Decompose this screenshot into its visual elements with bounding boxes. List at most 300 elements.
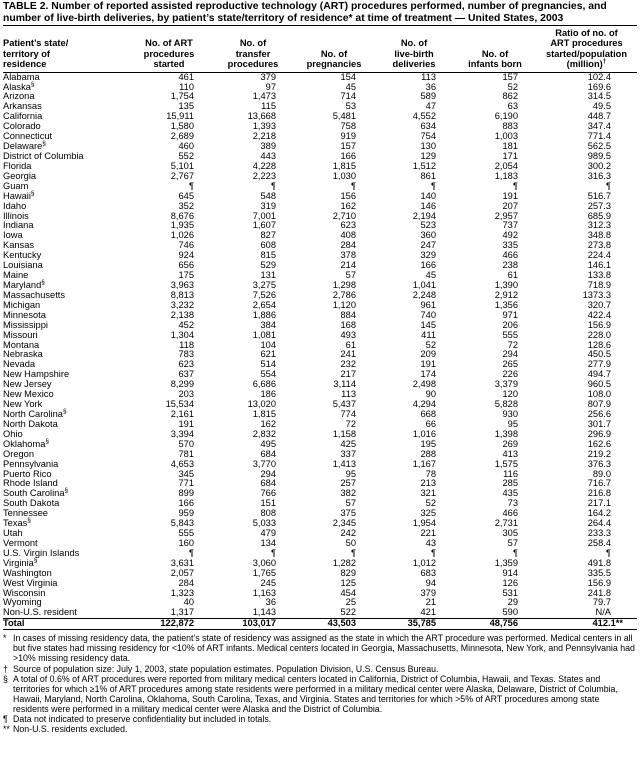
table-row (3, 112, 637, 122)
table-cell: 128.6 (587, 339, 611, 350)
row-label-text: Delaware (3, 141, 43, 152)
footnote-mark: † (602, 58, 607, 66)
table-cell: 562.5 (587, 141, 611, 152)
row-label-text: Arkansas (3, 101, 42, 112)
row-label-text: Hawaii (3, 190, 31, 201)
column-header (126, 26, 212, 72)
table-cell: 466 (502, 508, 518, 519)
table-row (3, 311, 637, 321)
table-cell: 45 (425, 270, 436, 281)
table-cell: 335.5 (587, 567, 611, 578)
column-header-line: (million) (566, 59, 603, 70)
footnote-mark: § (33, 556, 38, 564)
table-cell: 345 (178, 468, 194, 479)
table-cell: 411 (421, 329, 436, 340)
table-row (3, 92, 637, 102)
table-cell: 154 (340, 71, 356, 82)
footnote-mark: † (3, 663, 8, 674)
table-cell: 294 (502, 349, 518, 360)
row-label-text: California (3, 111, 43, 122)
table-cell: 122,872 (126, 619, 212, 630)
table-cell: 13,668 (247, 111, 276, 122)
table-cell: 49.5 (592, 101, 611, 112)
table-cell: 589 (420, 91, 436, 102)
footnotes (3, 633, 637, 734)
row-label-text: Colorado (3, 121, 41, 132)
table-cell: 73 (507, 498, 518, 509)
table-cell: 971 (502, 309, 518, 320)
table-cell: 140 (420, 190, 436, 201)
table-cell: 228.0 (587, 329, 611, 340)
table-cell: ¶ (513, 180, 518, 191)
table-cell: 294 (260, 468, 276, 479)
table-cell: 94 (425, 577, 436, 588)
table-cell: 171 (502, 151, 518, 161)
data-table (3, 26, 637, 630)
table-cell: 118 (179, 339, 194, 350)
column-header (454, 26, 536, 72)
column-header-line: No. of ART (145, 38, 193, 49)
table-cell: 320.7 (587, 299, 611, 310)
table-cell: 316.3 (587, 170, 611, 181)
column-header-line: territory of (3, 48, 51, 59)
table-row (3, 519, 637, 529)
row-label-text: Puerto Rico (3, 468, 52, 479)
table-cell: ¶ (606, 547, 611, 558)
table-cell: 737 (502, 220, 518, 231)
table-cell: 425 (340, 438, 356, 449)
table-cell: 113 (341, 389, 356, 400)
table-cell: 57 (345, 498, 356, 509)
row-label-text: Indiana (3, 220, 34, 231)
table-cell: 129 (420, 151, 436, 161)
footnote-text: In cases of missing residency data, the patient’s state of residency was assigned as the state in which the ART procedure was performed. Medical centers in all but five states had missing residency for <10% of ART infants. Medical centers located in Georgia, Massachusetts, Minnesota, New York, and Pennsylvania had >10% missing residency data. (13, 633, 635, 664)
table-cell: 133.8 (587, 270, 611, 281)
footnote-text: A total of 0.6% of ART procedures were reported from military medical centers located in California, District of Columbia, Hawaii, and Texas. States and territories for which ≥1% of ART procedures among state residents were performed in a military medical center were Alaska, Delaware, District of Columbia, Hawaii, Maryland, North Carolina, Oklahoma, South Carolina, Texas, and Virginia. States and territories for which >5% of ART procedures among state residents were performed in a military medical center were Alaska and the District of Columbia. (13, 673, 618, 714)
table-cell: 1,183 (494, 170, 518, 181)
table-cell: 174 (420, 369, 436, 380)
table-row (3, 202, 637, 212)
table-cell: 5,101 (170, 160, 194, 171)
table-cell: 1,158 (332, 428, 356, 439)
footnote-mark: § (45, 437, 49, 445)
table-cell: 862 (502, 91, 518, 102)
table-cell: 157 (340, 141, 356, 152)
row-label-text: New York (3, 399, 43, 410)
table-cell: 52 (425, 498, 436, 509)
table-cell: 523 (420, 220, 436, 231)
footnote-mark: § (41, 278, 45, 286)
table-cell: 1,935 (170, 220, 194, 231)
column-header-line: started/population (545, 48, 628, 59)
table-cell: 50 (345, 537, 356, 548)
table-cell: 13,020 (247, 399, 276, 410)
table-cell: 375 (340, 508, 356, 519)
table-cell: 195 (420, 438, 436, 449)
table-cell: 754 (420, 131, 436, 142)
table-cell: 493 (340, 329, 356, 340)
table-cell: 43,503 (294, 619, 374, 630)
row-label-text: Idaho (3, 200, 27, 211)
table-cell: 162 (260, 418, 276, 429)
table-cell: 145 (420, 319, 436, 330)
column-header (3, 26, 126, 72)
table-cell: 78 (425, 468, 436, 479)
row-label-text: North Dakota (3, 418, 58, 429)
table-cell: 379 (420, 587, 436, 598)
table-cell: 1,163 (252, 587, 276, 598)
table-cell: 1,815 (332, 160, 356, 171)
table-cell: 300.2 (587, 160, 611, 171)
table-cell: ¶ (189, 180, 194, 191)
table-cell: 89.0 (592, 468, 611, 479)
table-cell: 1,393 (252, 121, 276, 132)
table-cell: 157 (502, 71, 518, 82)
table-cell: 389 (260, 141, 276, 152)
table-cell: 1,607 (252, 220, 276, 231)
table-cell: 135 (178, 101, 194, 112)
table-cell: 2,345 (332, 518, 356, 529)
table-cell: 221 (420, 528, 436, 539)
table-row (3, 608, 637, 618)
table-cell: 110 (179, 81, 194, 92)
footnote-mark: § (30, 80, 35, 88)
table-cell: 8,813 (170, 289, 194, 300)
table-cell: 206 (502, 319, 518, 330)
table-cell: 448.7 (587, 111, 611, 122)
table-cell: 959 (178, 508, 194, 519)
table-cell: 130 (420, 141, 436, 152)
row-label-text: Virginia (3, 557, 34, 568)
table-cell: 232 (340, 359, 356, 370)
table-cell: 1,120 (332, 299, 356, 310)
table-cell: 6,686 (252, 379, 276, 390)
row-label-text: Georgia (3, 170, 37, 181)
table-cell: 716.7 (587, 478, 611, 489)
table-row (3, 142, 637, 152)
row-label (3, 619, 126, 630)
table-cell: 79.7 (592, 597, 611, 608)
table-row (3, 281, 637, 291)
table-cell: 766 (260, 488, 276, 499)
table-row (3, 122, 637, 132)
table-cell: 21 (425, 597, 436, 608)
table-row (3, 489, 637, 499)
table-cell: 191 (178, 418, 194, 429)
table-row (3, 102, 637, 112)
table-cell: 8,676 (170, 210, 194, 221)
table-cell: 5,481 (332, 111, 356, 122)
table-cell: 3,114 (333, 379, 356, 390)
footnote-text: Source of population size: July 1, 2003, state population estimates. Population Division, U.S. Census Bureau. (13, 663, 439, 674)
table-cell: 166 (420, 260, 436, 271)
table-cell: 162 (340, 200, 356, 211)
table-cell: 151 (260, 498, 276, 509)
row-label-text: Alaska (3, 81, 31, 92)
column-header (536, 26, 637, 72)
table-row (3, 549, 637, 559)
table-cell: 914 (502, 567, 518, 578)
table-row (3, 479, 637, 489)
table-cell: 116 (503, 468, 518, 479)
table-cell: 191 (420, 359, 436, 370)
table-row (3, 182, 637, 192)
table-cell: 168 (340, 319, 356, 330)
table-cell: 1,012 (412, 557, 436, 568)
table-cell: 156.9 (587, 319, 611, 330)
table-cell: 746 (178, 240, 194, 251)
table-cell: 131 (260, 270, 276, 281)
table-cell: ¶ (351, 180, 356, 191)
row-label-text: Ohio (3, 428, 23, 439)
table-cell: 7,526 (252, 289, 276, 300)
table-row (3, 241, 637, 251)
table-row (3, 321, 637, 331)
column-header-line: residence (3, 59, 47, 70)
table-cell: 1,356 (494, 299, 518, 310)
table-cell: 166 (340, 151, 356, 161)
table-cell: 63 (507, 101, 518, 112)
row-label-text: Total (3, 618, 25, 629)
table-row (3, 450, 637, 460)
table-cell: 829 (340, 567, 356, 578)
table-cell: ¶ (271, 547, 276, 558)
table-cell: 884 (340, 309, 356, 320)
row-label-text: Texas (3, 518, 28, 529)
table-row (3, 271, 637, 281)
table-cell: ¶ (513, 547, 518, 558)
row-label-text: Nebraska (3, 349, 43, 360)
table-cell: 166 (178, 498, 194, 509)
table-cell: 492 (502, 230, 518, 241)
table-cell: 203 (178, 389, 194, 400)
table-cell: 314.5 (587, 91, 611, 102)
table-cell: 7,001 (252, 210, 276, 221)
table-cell: 285 (502, 478, 518, 489)
table-cell: 960.5 (587, 379, 611, 390)
table-cell: 247 (420, 240, 436, 251)
row-label-text: North Carolina (3, 408, 63, 419)
row-label-text: Rhode Island (3, 478, 58, 489)
table-cell: 169.6 (587, 81, 611, 92)
table-cell: 531 (502, 587, 518, 598)
header-row (3, 26, 637, 72)
table-cell: 1,143 (252, 607, 276, 618)
table-cell: 919 (340, 131, 356, 142)
footnote-mark: § (64, 487, 69, 495)
table-cell: 219.2 (587, 448, 611, 459)
table-cell: 108.0 (587, 389, 611, 400)
row-label-text: Utah (3, 528, 23, 539)
row-label-text: Arizona (3, 91, 35, 102)
table-cell: 883 (502, 121, 518, 132)
table-cell: 284 (178, 577, 194, 588)
table-cell: 460 (178, 141, 194, 152)
table-cell: 146.1 (587, 260, 611, 271)
table-cell: 930 (502, 408, 518, 419)
table-cell: 325 (420, 508, 436, 519)
column-header (212, 26, 294, 72)
row-label-text: Michigan (3, 299, 41, 310)
table-cell: 781 (178, 448, 194, 459)
table-cell: ¶ (431, 180, 436, 191)
table-cell: 1,026 (170, 230, 194, 241)
table-row (3, 380, 637, 390)
table-cell: 4,552 (412, 111, 436, 122)
footnote (3, 724, 637, 734)
table-cell: 191 (502, 190, 518, 201)
table-cell: 256.6 (587, 408, 611, 419)
table-cell: ¶ (189, 547, 194, 558)
table-cell: 115 (261, 101, 276, 112)
table-cell: 97 (265, 81, 276, 92)
table-cell: 241.8 (587, 587, 611, 598)
table-cell: 258.4 (587, 537, 611, 548)
table-cell: 491.8 (587, 557, 611, 568)
table-cell: 213 (420, 478, 436, 489)
table-cell: 1373.3 (582, 289, 611, 300)
table-cell: 382 (340, 488, 356, 499)
table-cell: 104 (260, 339, 276, 350)
table-cell: 217 (340, 369, 356, 380)
table-row (3, 390, 637, 400)
table-cell: 684 (260, 478, 276, 489)
row-label-text: Maine (3, 270, 29, 281)
row-label-text: Tennessee (3, 508, 48, 519)
column-header-line: transfer (235, 48, 271, 59)
row-label-text: District of Columbia (3, 151, 84, 161)
table-cell: 3,394 (170, 428, 194, 439)
table-cell: 4,653 (170, 458, 194, 469)
table-cell: 961 (420, 299, 436, 310)
table-cell: 466 (502, 250, 518, 261)
column-header-line: No. of (320, 48, 348, 59)
table-row (3, 539, 637, 549)
table-cell: 1,298 (332, 279, 356, 290)
table-cell: 160 (178, 537, 194, 548)
table-cell: 15,911 (166, 111, 194, 122)
column-header (374, 26, 454, 72)
row-label-text: Maryland (3, 279, 42, 290)
table-cell: 301.7 (587, 418, 611, 429)
table-cell: 529 (260, 260, 276, 271)
table-cell: 162.6 (587, 438, 611, 449)
table-cell: 2,767 (170, 170, 194, 181)
table-cell: 3,275 (252, 279, 276, 290)
table-cell: 217.1 (587, 498, 611, 509)
table-cell: 4,294 (412, 399, 436, 410)
table-cell: 479 (260, 528, 276, 539)
table-cell: 175 (178, 270, 194, 281)
table-cell: 608 (260, 240, 276, 251)
column-header (294, 26, 374, 72)
table-cell: 421 (420, 607, 436, 618)
table-cell: 1,081 (252, 329, 276, 340)
table-cell: 226 (502, 369, 518, 380)
footnote-mark: § (42, 139, 46, 147)
row-label-text: Minnesota (3, 309, 46, 320)
table-cell: 552 (178, 151, 194, 161)
row-label-text: Wyoming (3, 597, 42, 608)
table-cell: 443 (260, 151, 276, 161)
table-cell: 714 (340, 91, 356, 102)
footnote-mark: § (3, 673, 8, 684)
table-cell: 1,473 (252, 91, 276, 102)
table-cell: 90 (425, 389, 436, 400)
table-row (3, 370, 637, 380)
table-cell: 52 (425, 339, 436, 350)
table-cell: 5,033 (252, 518, 276, 529)
table-cell: 134 (260, 537, 276, 548)
table-cell: 40 (183, 597, 194, 608)
row-label-text: Nevada (3, 359, 36, 370)
table-cell: 685.9 (587, 210, 611, 221)
table-cell: N/A (595, 607, 611, 618)
table-cell: 422.4 (587, 309, 611, 320)
table-row (3, 341, 637, 351)
table-cell: 2,057 (170, 567, 194, 578)
table-row (3, 589, 637, 599)
row-label-text: Pennsylvania (3, 458, 59, 469)
footnote-mark: ** (3, 724, 10, 735)
table-row (3, 460, 637, 470)
table-cell: 6,190 (494, 111, 518, 122)
table-cell: 3,631 (170, 557, 194, 568)
table-row (3, 291, 637, 301)
table-cell: 245 (260, 577, 276, 588)
table-cell: 2,223 (252, 170, 276, 181)
table-cell: 347.4 (587, 121, 611, 132)
table-cell: 2,710 (332, 210, 356, 221)
table-cell: 2,054 (494, 160, 518, 171)
table-cell: 2,654 (252, 299, 276, 310)
row-label-text: New Hampshire (3, 369, 70, 380)
table-cell: 2,138 (170, 309, 194, 320)
table-cell: 623 (340, 220, 356, 231)
table-cell: 861 (420, 170, 436, 181)
table-cell: 321 (420, 488, 436, 499)
footnote-mark: § (30, 189, 35, 197)
table-row (3, 251, 637, 261)
table-cell: 461 (178, 71, 194, 82)
table-cell: 450.5 (587, 349, 611, 360)
table-cell: 284 (340, 240, 356, 251)
row-label-text: Wisconsin (3, 587, 46, 598)
table-cell: 66 (425, 418, 436, 429)
table-cell: 1,359 (494, 557, 518, 568)
table-cell: 233.3 (587, 528, 611, 539)
table-cell: 2,786 (332, 289, 356, 300)
table-row (3, 72, 637, 82)
table-row (3, 331, 637, 341)
table-cell: 4,228 (252, 160, 276, 171)
table-cell: 740 (420, 309, 436, 320)
table-cell: 5,828 (494, 399, 518, 410)
table-row (3, 301, 637, 311)
table-cell: 412.1** (536, 619, 637, 630)
table-cell: 1,512 (412, 160, 436, 171)
table-cell: 52 (507, 81, 518, 92)
table-cell: 257.3 (587, 200, 611, 211)
table-cell: 494.7 (587, 369, 611, 380)
table-cell: 454 (340, 587, 356, 598)
table-body (3, 72, 637, 630)
table-cell: 718.9 (587, 279, 611, 290)
table-cell: 2,912 (494, 289, 518, 300)
column-header-line: No. of (239, 38, 267, 49)
table-cell: 1,030 (332, 170, 356, 181)
table-row (3, 221, 637, 231)
